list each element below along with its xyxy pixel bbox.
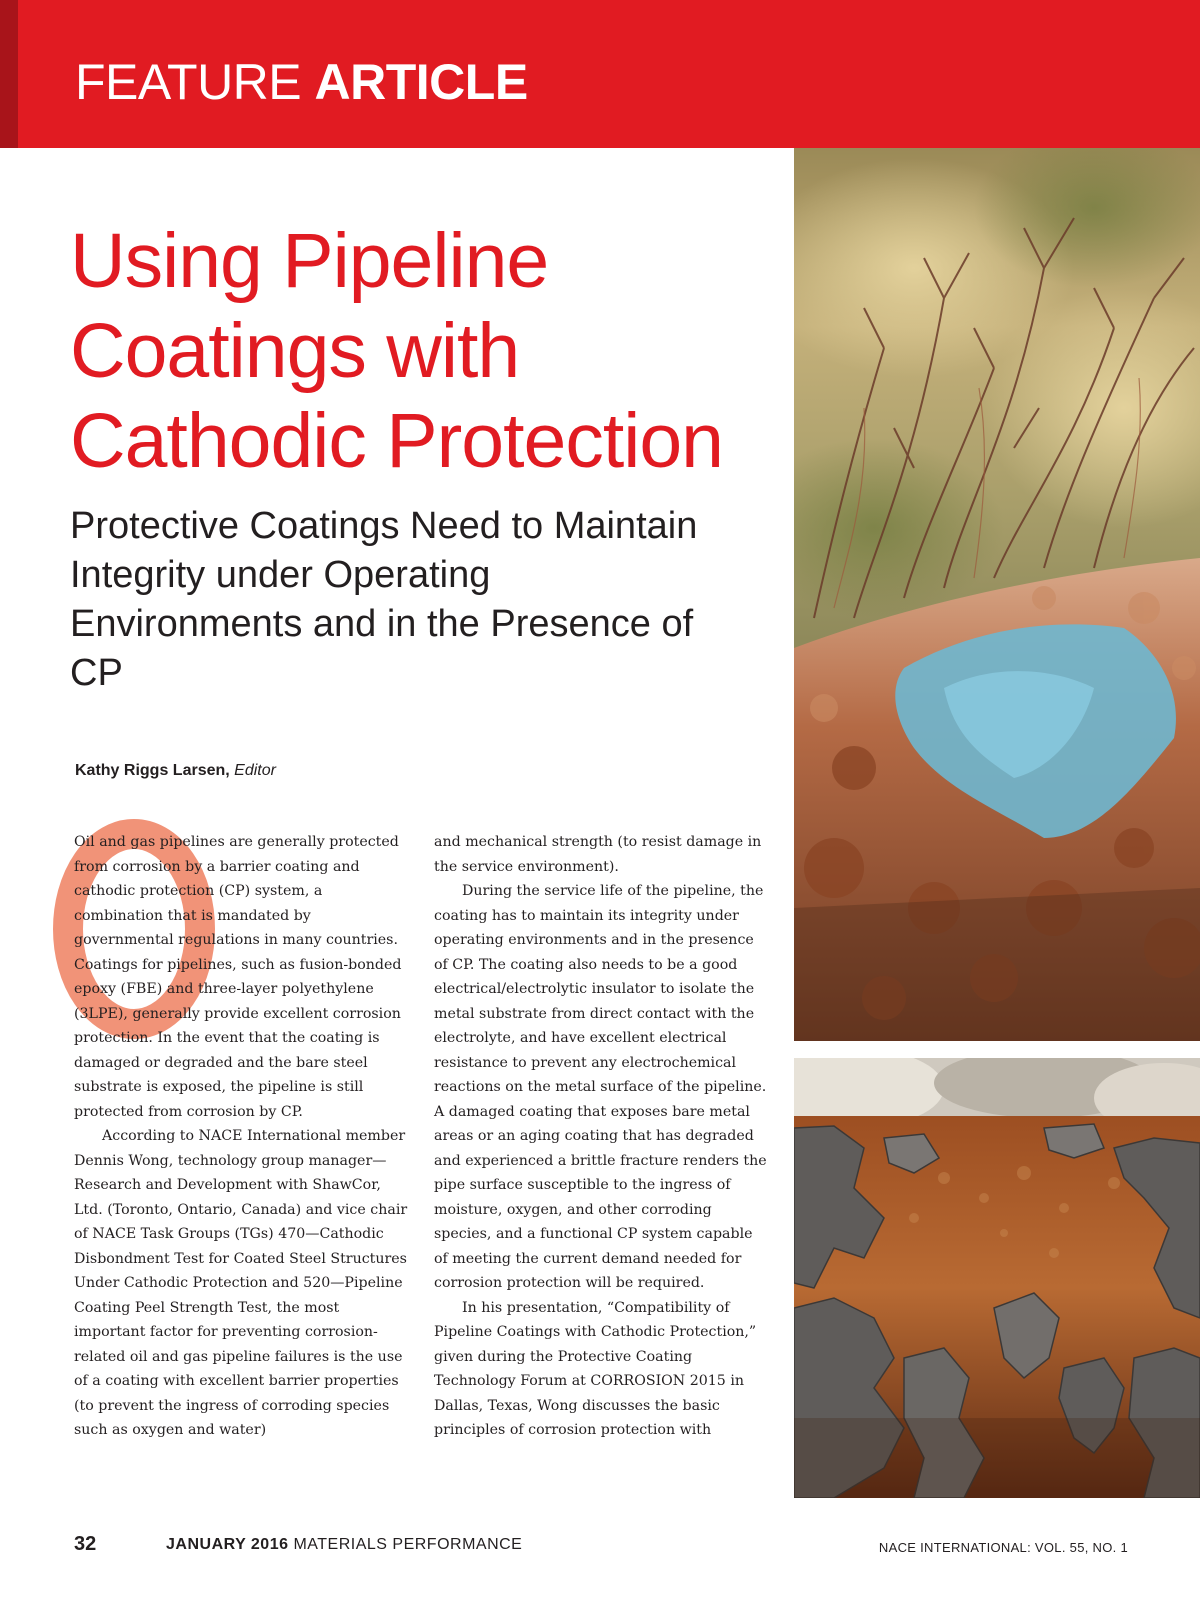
photo-rusted-pipe-grass — [794, 148, 1200, 1041]
banner-edge — [0, 0, 18, 148]
section-label-bold: ARTICLE — [314, 54, 528, 110]
issue-line — [166, 1536, 522, 1554]
body-paragraph: and mechanical strength (to resist damage in the service environment). — [434, 834, 762, 875]
magazine-name: MATERIALS PERFORMANCE — [293, 1536, 523, 1553]
section-label — [75, 52, 528, 112]
page-number: 32 — [74, 1533, 97, 1555]
body-paragraph: According to NACE International member Dennis Wong, technology group manager—Research and Development with ShawCor, Ltd. (Toronto, Ontario, Canada) and vice chair of NACE Task Groups (TGs) 470—Cathodic Disbondment Test for Coated Steel Structures Under Cathodic Protection and 520—Pipeline Coating Peel Strength Test, the most important factor for preventing corrosion-related oil and gas pipeline failures is the use of a coating with excellent barrier properties (to prevent the ingress of corroding species such as oxygen and water) — [74, 1128, 408, 1438]
byline — [75, 762, 276, 780]
article-title: Using Pipeline Coatings with Cathodic Protection — [70, 218, 723, 484]
publisher-name: NACE INTERNATIONAL: — [878, 1540, 1031, 1555]
volume-info: VOL. 55, NO. 1 — [1034, 1540, 1128, 1555]
issue-date: JANUARY 2016 — [166, 1536, 289, 1553]
body-paragraph: During the service life of the pipeline, the coating has to maintain its integrity under operating environments and in the presence of CP. The coating also needs to be a good electrical/electrolytic insulator to isolate the metal substrate from direct contact with the electrolyte, and have excellent electrical resistance to prevent any electrochemical reactions on the metal surface of the pipeline. A damaged coating that exposes bare metal areas or an aging coating that has degraded and experienced a brittle fracture renders the pipe surface susceptible to the ingress of moisture, oxygen, and other corroding species, and a functional CP system capable of meeting the current demand needed for corrosion protection will be required. — [434, 883, 767, 1291]
author-name: Kathy Riggs Larsen, — [75, 762, 230, 779]
body-paragraph: In his presentation, “Compatibility of Pipeline Coatings with Cathodic Protection,” given during the Protective Coating Technology Forum at CORROSION 2015 in Dallas, Texas, Wong discusses the basic principles of corrosion protection with — [434, 1299, 757, 1438]
photo-corroded-pipe-peeling — [794, 1058, 1200, 1498]
body-paragraph: Oil and gas pipelines are generally protected from corrosion by a barrier coating and cathodic protection (CP) system, a combination that is mandated by governmental regulations in many countries. Coatings for pipelines, such as fusion-bonded epoxy (FBE) and three-layer polyethylene (3LPE), generally provide excellent corrosion protection. In the event that the coating is damaged or degraded and the bare steel substrate is exposed, the pipeline is still protected from corrosion by CP. — [74, 834, 402, 1120]
body-column-2 — [434, 830, 770, 1443]
section-label-light: FEATURE — [75, 54, 315, 110]
author-role: Editor — [234, 762, 276, 779]
article-subtitle: Protective Coatings Need to Maintain Integrity under Operating Environments and in the Presence of CP — [70, 505, 698, 694]
body-column-1 — [74, 830, 408, 1443]
publisher-line — [879, 1540, 1128, 1555]
